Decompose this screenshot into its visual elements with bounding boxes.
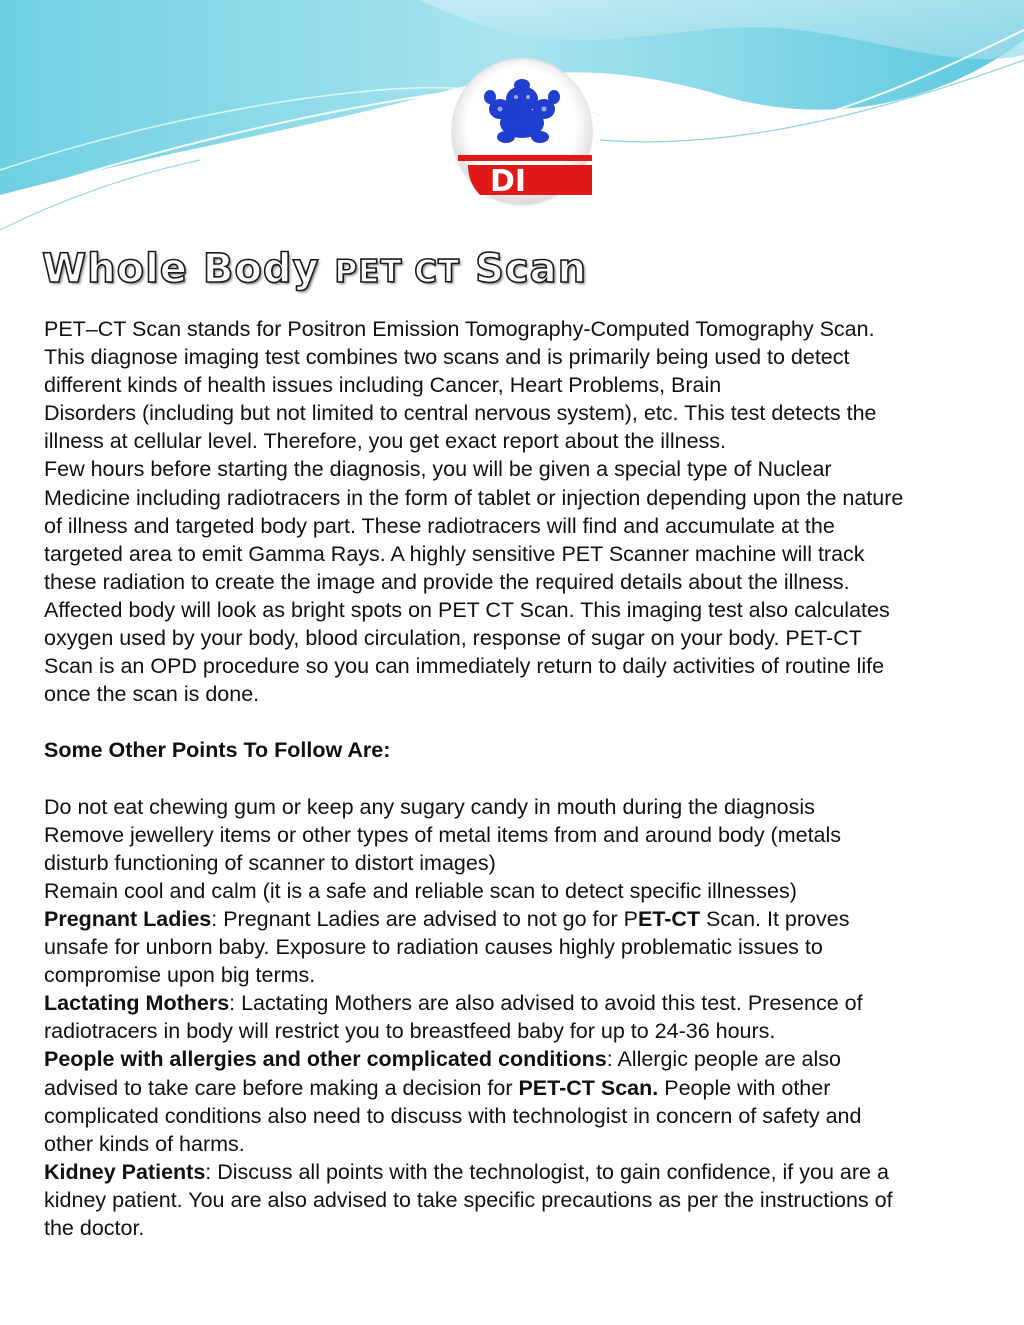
point-item: Remove jewellery items or other types of metal items from and around body (metals [44, 822, 842, 847]
pregnant-ladies-line: unsafe for unborn baby. Exposure to radiation causes highly problematic issues to [44, 935, 823, 960]
intro-line: PET–CT Scan stands for Positron Emission Tomography-Computed Tomography Scan. [44, 317, 875, 341]
kidney-patients-line: kidney patient. You are also advised to take specific precautions as per the instructions of [44, 1187, 893, 1212]
procedure-line: once the scan is done. [44, 682, 260, 707]
page-title: Whole Body PET CT Scan [42, 246, 588, 292]
intro-line: Disorders (including but not limited to central nervous system), etc. This test detects the [44, 401, 877, 426]
point-item: disturb functioning of scanner to distort images) [44, 850, 496, 875]
allergies-line: advised to take care before making a decision for PET-CT Scan. People with other [44, 1075, 831, 1100]
points-heading: Some Other Points To Follow Are: [44, 738, 391, 763]
point-item: Do not eat chewing gum or keep any sugary candy in mouth during the diagnosis [44, 794, 815, 819]
procedure-line: Medicine including radiotracers in the form of tablet or injection depending upon the nature [44, 485, 904, 510]
allergies-line: People with allergies and other complicated conditions: Allergic people are also [44, 1047, 841, 1072]
kidney-patients-label: Kidney Patients [44, 1159, 206, 1184]
pregnant-ladies-line: compromise upon big terms. [44, 963, 316, 988]
spacer [44, 765, 994, 793]
kidney-patients-line: Kidney Patients: Discuss all points with the technologist, to gain confidence, if you are a [44, 1159, 889, 1184]
lactating-mothers-label: Lactating Mothers [44, 991, 230, 1016]
procedure-line: Few hours before starting the diagnosis, you will be given a special type of Nuclear [44, 457, 832, 482]
intro-line: illness at cellular level. Therefore, you get exact report about the illness. [44, 429, 726, 454]
allergies-label: People with allergies and other complicated conditions [44, 1047, 607, 1072]
allergies-line: other kinds of harms. [44, 1131, 245, 1156]
kidney-patients-line: the doctor. [44, 1216, 145, 1240]
allergies-line: complicated conditions also need to discuss with technologist in concern of safety and [44, 1103, 862, 1128]
point-item: Remain cool and calm (it is a safe and reliable scan to detect specific illnesses) [44, 878, 797, 903]
lactating-mothers-line: radiotracers in body will restrict you to breastfeed baby for up to 24-36 hours. [44, 1019, 776, 1044]
procedure-line: these radiation to create the image and provide the required details about the illness. [44, 569, 850, 594]
procedure-line: of illness and targeted body part. These radiotracers will find and accumulate at the [44, 513, 835, 538]
lactating-mothers-line: Lactating Mothers: Lactating Mothers are also advised to avoid this test. Presence of [44, 991, 863, 1016]
procedure-line: Affected body will look as bright spots on PET CT Scan. This imaging test also calculates [44, 597, 890, 622]
intro-line: This diagnose imaging test combines two scans and is primarily being used to detect [44, 345, 850, 370]
logo-text: DI [490, 164, 527, 199]
procedure-line: Scan is an OPD procedure so you can immediately return to daily activities of routine life [44, 654, 885, 679]
procedure-line: oxygen used by your body, blood circulation, response of sugar on your body. PET-CT [44, 626, 862, 651]
pregnant-ladies-label: Pregnant Ladies [44, 906, 212, 931]
article-body [44, 315, 994, 1242]
procedure-line: targeted area to emit Gamma Rays. A highly sensitive PET Scanner machine will track [44, 541, 865, 566]
spacer [44, 708, 994, 736]
ganesha-logo-icon [450, 57, 595, 207]
intro-line: different kinds of health issues including Cancer, Heart Problems, Brain [44, 373, 722, 398]
pregnant-ladies-line: Pregnant Ladies: Pregnant Ladies are advised to not go for PET-CT Scan. It proves [44, 906, 850, 931]
